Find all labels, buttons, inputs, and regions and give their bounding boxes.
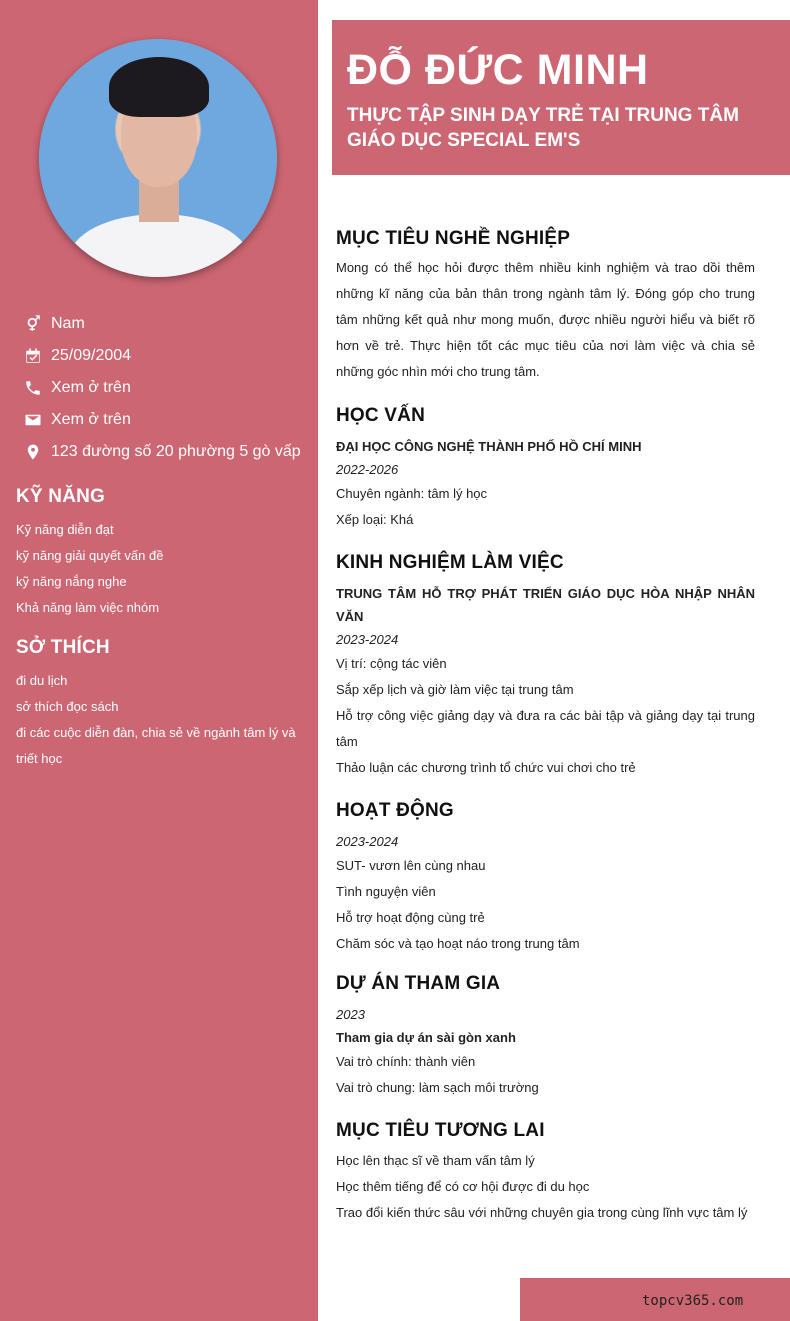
experience-period: 2023-2024 xyxy=(336,632,399,647)
education-line: Xếp loại: Khá xyxy=(336,512,414,527)
calendar-icon xyxy=(24,347,51,365)
envelope-icon xyxy=(24,411,51,429)
sidebar xyxy=(0,0,318,1321)
future-goals-section xyxy=(336,1120,755,1226)
education-section xyxy=(336,405,755,533)
contact-gender xyxy=(24,308,314,340)
experience-section xyxy=(336,552,755,781)
education-school: ĐẠI HỌC CÔNG NGHỆ THÀNH PHỐ HỒ CHÍ MINH xyxy=(336,439,642,454)
experience-line: Sắp xếp lịch và giờ làm việc tại trung tâm xyxy=(336,682,574,697)
objective-section xyxy=(336,228,755,385)
experience-line: Hỗ trợ công việc giảng dạy và đưa ra các bài tập và giảng dạy tại trung tâm xyxy=(336,708,755,749)
objective-heading: MỤC TIÊU NGHỀ NGHIỆP xyxy=(336,228,571,249)
experience-heading: KINH NGHIỆM LÀM VIỆC xyxy=(336,552,564,573)
profile-photo xyxy=(39,39,277,277)
experience-line: Vị trí: cộng tác viên xyxy=(336,656,447,671)
contact-address xyxy=(24,436,314,468)
name-header xyxy=(332,20,790,175)
skill-item: kỹ năng giải quyết vấn đề xyxy=(16,548,164,563)
experience-line: Thảo luận các chương trình tổ chức vui chơi cho trẻ xyxy=(336,760,636,775)
phone-icon xyxy=(24,379,51,397)
candidate-name: ĐỖ ĐỨC MINH xyxy=(347,46,649,94)
contact-phone-text: Xem ở trên xyxy=(51,379,131,396)
contact-email xyxy=(24,404,314,436)
objective-text: Mong có thể học hỏi được thêm nhiều kinh nghiệm và trao dồi thêm những kĩ năng của bản thân trong ngành tâm lý. Đóng góp cho trung tâm những kết quả như mong muốn, được nhiều người hiểu và biết rõ hơn về trẻ. Thực hiện tốt các mục tiêu của nơi làm việc và chia sẻ những góc nhìn mới cho trung tâm. xyxy=(336,260,755,379)
hobby-item: đi các cuộc diễn đàn, chia sẻ về ngành tâm lý và triết học xyxy=(16,725,296,766)
contact-gender-text: Nam xyxy=(51,315,85,332)
skills-section xyxy=(16,486,310,621)
future-goal-line: Học thêm tiếng để có cơ hội được đi du học xyxy=(336,1179,590,1194)
contact-email-text: Xem ở trên xyxy=(51,411,131,428)
contact-birthday xyxy=(24,340,314,372)
location-icon xyxy=(24,443,51,461)
future-goal-line: Học lên thạc sĩ về tham vấn tâm lý xyxy=(336,1153,535,1168)
project-period: 2023 xyxy=(336,1007,365,1022)
skill-item: Khả năng làm việc nhóm xyxy=(16,600,160,615)
skills-list xyxy=(16,517,310,621)
project-name: Tham gia dự án sài gòn xanh xyxy=(336,1030,516,1045)
experience-org: TRUNG TÂM HỖ TRỢ PHÁT TRIỂN GIÁO DỤC HÒA NHẬP NHÂN VĂN xyxy=(336,586,755,624)
activity-line: Chăm sóc và tạo hoạt náo trong trung tâm xyxy=(336,936,580,951)
skill-item: kỹ năng nắng nghe xyxy=(16,574,127,589)
hobby-item: sở thích đọc sách xyxy=(16,699,119,714)
hobby-item: đi du lịch xyxy=(16,673,68,688)
future-goals-heading: MỤC TIÊU TƯƠNG LAI xyxy=(336,1120,545,1141)
projects-section xyxy=(336,973,755,1101)
contact-phone xyxy=(24,372,314,404)
hobbies-section xyxy=(16,637,310,772)
projects-heading: DỰ ÁN THAM GIA xyxy=(336,973,501,994)
activities-heading: HOẠT ĐỘNG xyxy=(336,800,454,821)
contact-info xyxy=(24,308,314,468)
education-line: Chuyên ngành: tâm lý học xyxy=(336,486,488,501)
activity-line: Tình nguyện viên xyxy=(336,884,436,899)
project-line: Vai trò chính: thành viên xyxy=(336,1054,476,1069)
contact-birthday-text: 25/09/2004 xyxy=(51,347,132,364)
contact-address-text: 123 đường số 20 phường 5 gò vấp xyxy=(51,443,301,460)
education-period: 2022-2026 xyxy=(336,462,399,477)
activities-period: 2023-2024 xyxy=(336,834,399,849)
activities-section xyxy=(336,800,755,957)
project-line: Vai trò chung: làm sạch môi trường xyxy=(336,1080,539,1095)
hobbies-list xyxy=(16,668,310,772)
activity-line: Hỗ trợ hoạt động cùng trẻ xyxy=(336,910,485,925)
job-title: THỰC TẬP SINH DẠY TRẺ TẠI TRUNG TÂM GIÁO DỤC SPECIAL EM'S xyxy=(347,105,739,151)
skills-heading: KỸ NĂNG xyxy=(16,486,106,507)
hobbies-heading: SỞ THÍCH xyxy=(16,637,110,658)
skill-item: Kỹ năng diễn đạt xyxy=(16,522,114,537)
footer-watermark-bar xyxy=(520,1278,790,1321)
gender-icon xyxy=(24,315,51,333)
future-goal-line: Trao đổi kiến thức sâu với những chuyên gia trong cùng lĩnh vực tâm lý xyxy=(336,1205,748,1220)
watermark-text: topcv365.com xyxy=(642,1293,744,1309)
activity-line: SUT- vươn lên cùng nhau xyxy=(336,858,486,873)
education-heading: HỌC VẤN xyxy=(336,405,426,426)
